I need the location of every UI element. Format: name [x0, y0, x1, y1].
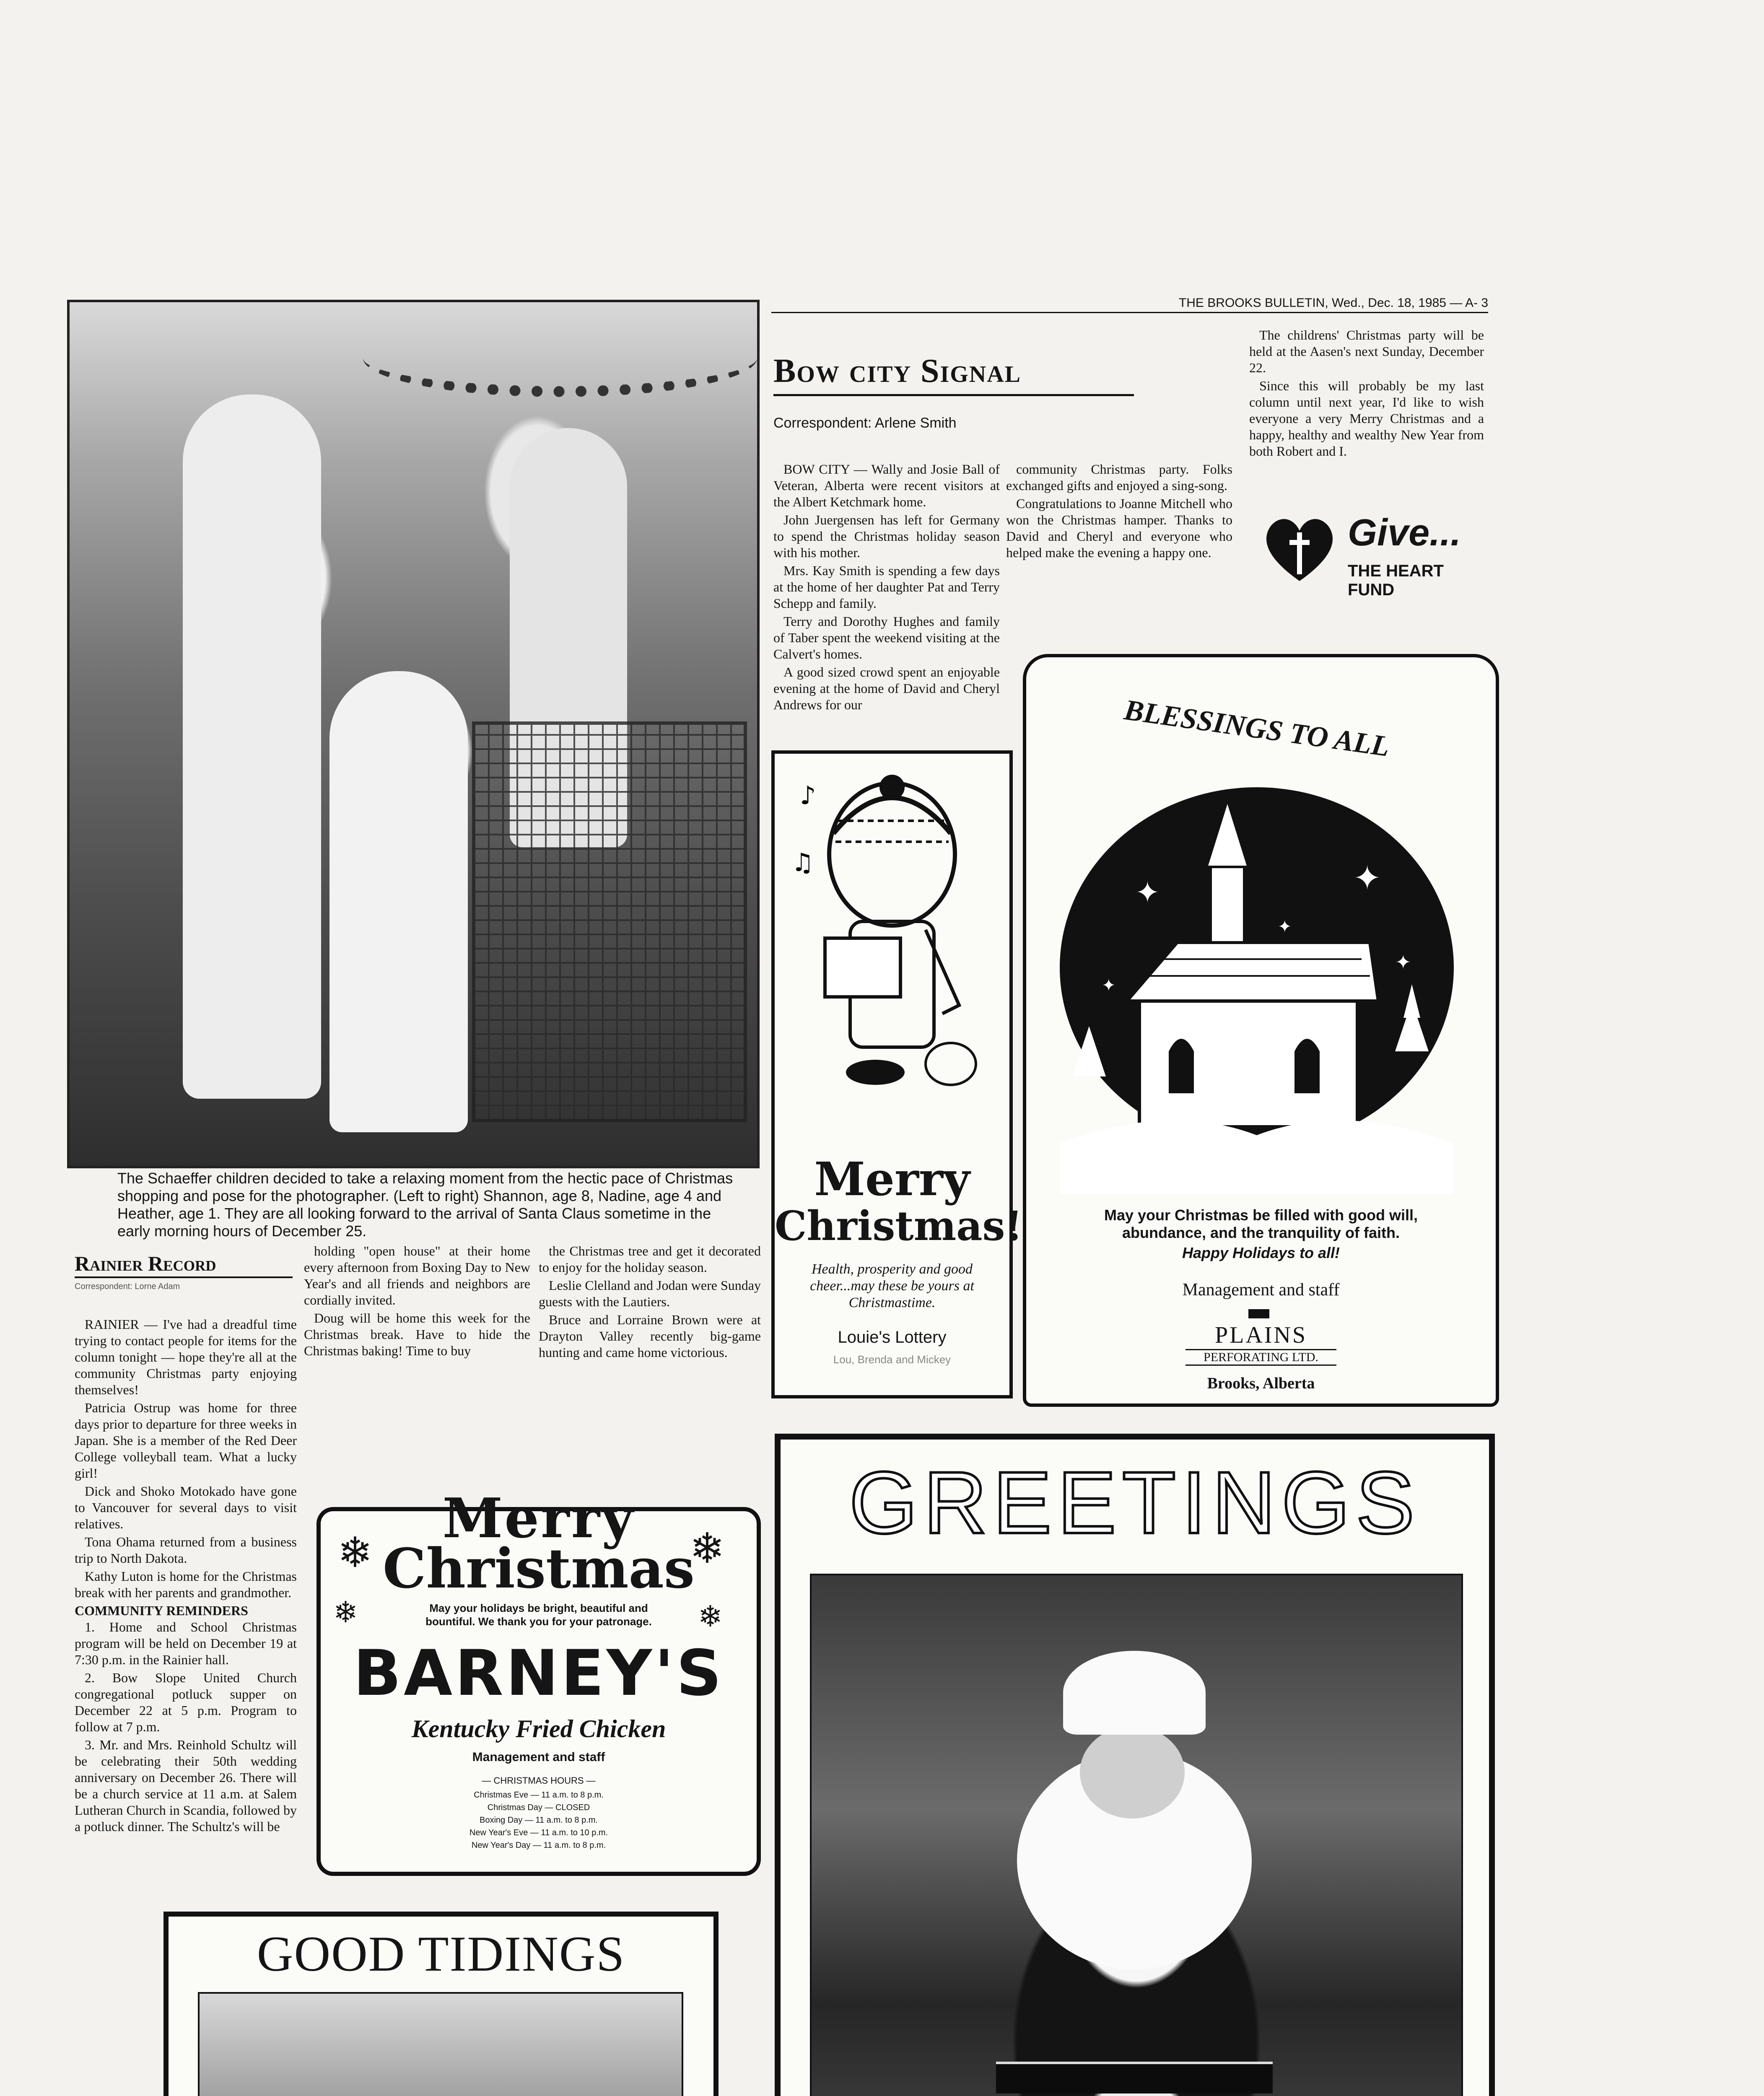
- bow-city-para: Mrs. Kay Smith is spending a few days at the home of her daughter Pat and Terry Schepp and family.: [773, 563, 1000, 611]
- svg-text:♫: ♫: [791, 848, 814, 877]
- star-icon: ✦: [1102, 976, 1116, 995]
- bow-city-column-3: [1249, 327, 1484, 461]
- hours-row: Christmas Eve — 11 a.m. to 8 p.m.: [474, 1790, 604, 1800]
- rainier-byline: Correspondent: Lorne Adam: [75, 1282, 180, 1291]
- greetings-headline: GREETINGS: [849, 1453, 1421, 1552]
- rainier-para: the Christmas tree and get it decorated to enjoy for the holiday season.: [539, 1243, 761, 1275]
- heart-fund-give: Give...: [1348, 512, 1461, 554]
- lottery-merry: Merry: [814, 1152, 970, 1206]
- santa-face: [1080, 1726, 1185, 1818]
- rainier-reminder: 3. Mr. and Mrs. Reinhold Schultz will be celebrating their 50th wedding anniversary on December 26. There will be a church service at 11 a.m. at Salem Lutheran Church in Scandia, followed by a potluck dinner. The Schultz's will be: [75, 1737, 297, 1834]
- barneys-kfc-ad: [316, 1486, 761, 1876]
- lottery-message: Health, prosperity and good cheer...may these be yours at Christmastime.: [810, 1261, 974, 1310]
- rainier-para: Doug will be home this week for the Christmas break. Have to hide the Christmas baking! Time to buy: [304, 1310, 530, 1358]
- diamond-service-rigs-ad: [163, 1912, 719, 2096]
- rainier-column-3: [539, 1243, 761, 1362]
- rainier-title-rule: [75, 1276, 293, 1278]
- plains-company: PLAINS: [1214, 1322, 1307, 1348]
- plains-perforating-ad: [1023, 654, 1499, 1407]
- bow-city-para: The childrens' Christmas party will be held at the Aasen's next Sunday, December 22.: [1249, 327, 1484, 375]
- winter-creek-photo: [198, 1992, 683, 2096]
- cassils-mall-ad: [775, 1434, 1495, 2096]
- rainier-para: Tona Ohama returned from a business trip to North Dakota.: [75, 1534, 297, 1566]
- santa-photo: [810, 1574, 1463, 2096]
- bow-city-para: Since this will probably be my last column until next year, I'd like to wish everyone a very Merry Christmas and a happy, healthy and wealthy New Year from both Robert and I.: [1249, 378, 1484, 459]
- hours-row: New Year's Eve — 11 a.m. to 10 p.m.: [469, 1828, 608, 1837]
- rainier-column-1: [75, 1316, 297, 1837]
- santa-hat: [1063, 1651, 1206, 1735]
- bow-city-para: community Christmas party. Folks exchanged gifts and enjoyed a sing-song.: [1006, 462, 1232, 493]
- heart-fund-ad: [1258, 503, 1492, 604]
- rainier-para: Kathy Luton is home for the Christmas break with her parents and grandmother.: [75, 1569, 297, 1600]
- snowflake-icon: ❄: [698, 1599, 723, 1634]
- lottery-business: Louie's Lottery: [838, 1328, 947, 1346]
- svg-text:♪: ♪: [800, 781, 816, 810]
- lottery-staff: Lou, Brenda and Mickey: [833, 1353, 951, 1366]
- bow-city-para: BOW CITY — Wally and Josie Ball of Veteran, Alberta were recent visitors at the Albert Ketchmark home.: [773, 462, 1000, 509]
- barneys-staff: Management and staff: [472, 1750, 605, 1764]
- rainier-reminder: 1. Home and School Christmas program will be held on December 19 at 7:30 p.m. in the Rainier hall.: [75, 1619, 297, 1667]
- rainier-column-2: [304, 1243, 530, 1361]
- snowflake-icon: ❄: [333, 1595, 358, 1629]
- garland-decoration: [363, 319, 757, 397]
- heart-fund-name: THE HEART FUND: [1348, 562, 1444, 599]
- louies-lottery-ad: [771, 750, 1023, 1398]
- bow-city-title-rule: [773, 394, 1134, 396]
- hours-row: Boxing Day — 11 a.m. to 8 p.m.: [480, 1816, 598, 1825]
- rainier-para: Leslie Clelland and Jodan were Sunday guests with the Lautiers.: [539, 1278, 761, 1309]
- caroler-illustration: [791, 770, 993, 1139]
- plains-company-sub: PERFORATING LTD.: [1186, 1349, 1336, 1366]
- running-head: THE BROOKS BULLETIN, Wed., Dec. 18, 1985 — A- 3: [1178, 296, 1488, 310]
- rainier-reminder: 2. Bow Slope United Church congregational potluck supper on December 22 at 5 p.m. Program to follow at 7 p.m.: [75, 1670, 297, 1734]
- bow-city-para: Terry and Dorothy Hughes and family of Taber spent the weekend visiting at the Calvert's homes.: [773, 614, 1000, 661]
- header-rule: [771, 312, 1488, 313]
- girl-nadine: [329, 671, 468, 1132]
- shopping-cart: [472, 721, 747, 1122]
- bow-city-column-1: [773, 461, 1000, 715]
- plains-logo-icon: [1248, 1309, 1269, 1318]
- schaeffer-children-photo: [67, 300, 760, 1168]
- barneys-name: BARNEY'S: [353, 1637, 724, 1710]
- bow-city-byline: Correspondent: Arlene Smith: [773, 415, 957, 431]
- girl-shannon: [183, 394, 321, 1099]
- rainier-para: Dick and Shoko Motokado have gone to Vancouver for several days to visit relatives.: [75, 1484, 297, 1531]
- bow-city-title: Bow city Signal: [773, 353, 1022, 389]
- heart-icon: [1258, 507, 1341, 591]
- barneys-hours-title: — CHRISTMAS HOURS —: [482, 1775, 596, 1786]
- star-icon: ✦: [1353, 859, 1382, 898]
- rainier-para: Patricia Ostrup was home for three days prior to departure for three weeks in Japan. She is a member of the Red Deer College volleyball team. What a lucky girl!: [75, 1400, 297, 1481]
- blessings-headline: BLESSINGS TO ALL: [1122, 693, 1392, 763]
- rainier-title: Rainier Record: [75, 1252, 216, 1275]
- snowflake-icon: ❄: [690, 1524, 725, 1573]
- lottery-christmas: Christmas!: [775, 1202, 1023, 1250]
- barneys-hours-list: [321, 1789, 757, 1852]
- barneys-christmas: Christmas: [382, 1536, 695, 1601]
- community-reminders-head: COMMUNITY REMINDERS: [75, 1603, 248, 1618]
- barneys-message: May your holidays be bright, beautiful and bountiful. We thank you for your patronage.: [425, 1602, 652, 1628]
- bow-city-para: John Juergensen has left for Germany to spend the Christmas holiday season with his mother.: [773, 512, 1000, 560]
- hours-row: Christmas Day — CLOSED: [487, 1803, 590, 1812]
- plains-message: May your Christmas be filled with good will, abundance, and the tranquility of faith.: [1104, 1206, 1418, 1241]
- plains-location: Brooks, Alberta: [1207, 1375, 1315, 1392]
- star-icon: ✦: [1135, 875, 1160, 910]
- santa-belt: [996, 2062, 1273, 2093]
- snowflake-icon: ❄: [337, 1528, 373, 1577]
- bow-city-para: A good sized crowd spent an enjoyable evening at the home of David and Cheryl Andrews for our: [773, 664, 1000, 712]
- plains-staff: Management and staff: [1182, 1280, 1340, 1300]
- rainier-para: holding "open house" at their home every afternoon from Boxing Day to New Year's and all friends and neighbors are cordially invited.: [304, 1243, 530, 1307]
- photo-caption: The Schaeffer children decided to take a relaxing moment from the hectic pace of Christmas shopping and pose for the photographer. (Left to right) Shannon, age 8, Nadine, age 4 and Heather, age 1. They are all looking forward to the arrival of Santa Claus sometime in the early morning hours of December 25.: [117, 1170, 733, 1240]
- good-tidings-headline: GOOD TIDINGS: [257, 1926, 625, 1982]
- bow-city-column-2: [1006, 461, 1232, 563]
- rainier-para: Bruce and Lorraine Brown were at Drayton Valley recently big-game hunting and came home victorious.: [539, 1312, 761, 1360]
- hours-row: New Year's Day — 11 a.m. to 8 p.m.: [471, 1841, 606, 1850]
- bow-city-para: Congratulations to Joanne Mitchell who won the Christmas hamper. Thanks to David and Cheryl and everyone who helped make the evening a happy one.: [1006, 496, 1232, 560]
- barneys-merry: Merry: [442, 1486, 635, 1550]
- rainier-para: RAINIER — I've had a dreadful time trying to contact people for items for the column tonight — hope they're all at the community Christmas party enjoying themselves!: [75, 1317, 297, 1397]
- star-icon: ✦: [1278, 917, 1292, 936]
- plains-wish: Happy Holidays to all!: [1182, 1244, 1340, 1261]
- star-icon: ✦: [1395, 951, 1411, 973]
- barneys-subname: Kentucky Fried Chicken: [411, 1715, 666, 1743]
